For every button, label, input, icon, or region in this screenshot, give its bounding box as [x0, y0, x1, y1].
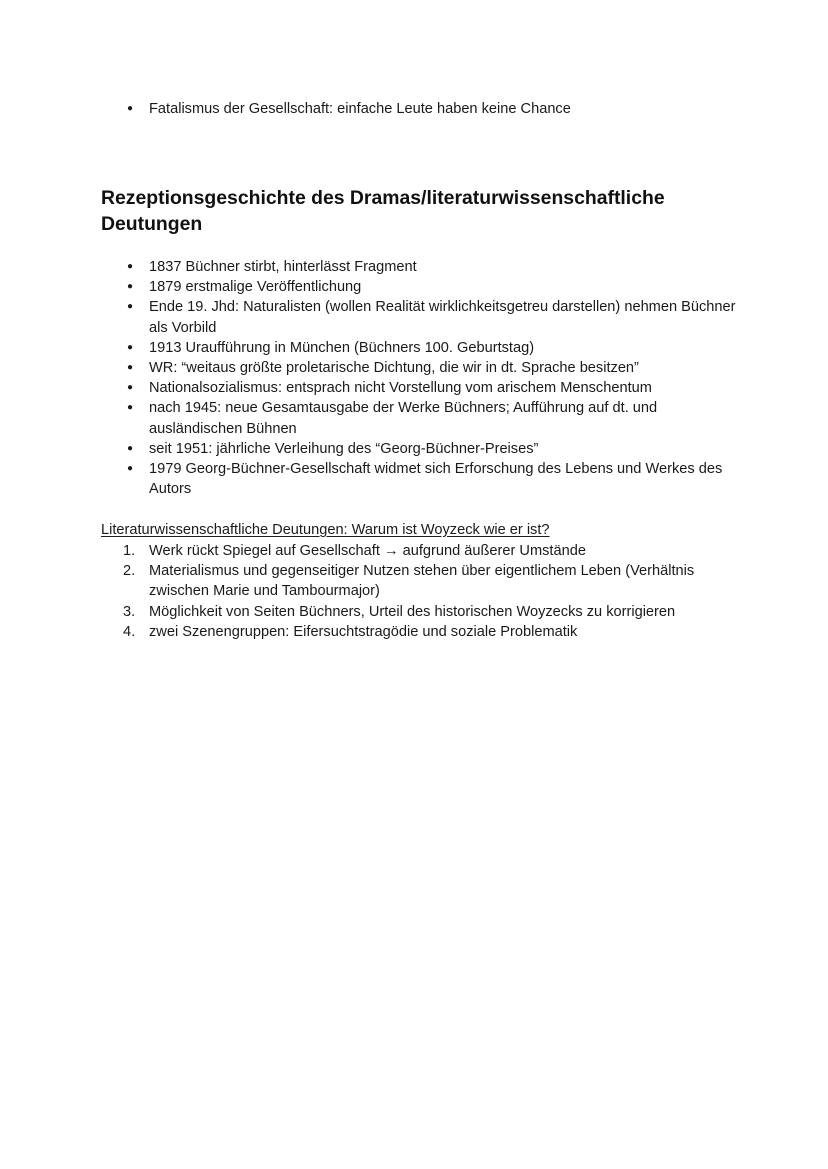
list-number: 2. [123, 563, 136, 580]
list-item-text: Fatalismus der Gesellschaft: einfache Leute haben keine Chance [149, 101, 571, 117]
bullet-icon: ● [127, 281, 134, 293]
bullet-icon: ● [127, 301, 134, 313]
bullet-icon: ● [127, 463, 134, 475]
list-number: 4. [123, 623, 136, 640]
deutungen-heading: Literaturwissenschaftliche Deutungen: Warum ist Woyzeck wie er ist? [101, 522, 550, 538]
bullet-icon: ● [127, 382, 134, 394]
bullet-icon: ● [127, 341, 134, 353]
list-item-text: Werk rückt Spiegel auf Gesellschaft → aufgrund äußerer Umstände [149, 543, 586, 559]
list-item [101, 622, 741, 642]
list-item [101, 439, 741, 459]
list-item [101, 257, 741, 277]
list-item-text: Materialismus und gegenseitiger Nutzen stehen über eigentlichem Leben (Verhältnis zwischen Marie und Tambourmajor) [149, 563, 695, 600]
rezeption-list [101, 257, 741, 499]
list-item [101, 297, 741, 337]
list-item-text: Ende 19. Jhd: Naturalisten (wollen Realität wirklichkeitsgetreu darstellen) nehmen Büchner als Vorbild [149, 299, 736, 336]
list-item [101, 358, 741, 378]
list-item [101, 602, 741, 622]
bullet-icon: ● [127, 103, 134, 114]
list-item-text: 1979 Georg-Büchner-Gesellschaft widmet sich Erforschung des Lebens und Werkes des Autors [149, 461, 723, 498]
deutungen-list [101, 541, 741, 642]
list-number: 3. [123, 603, 136, 620]
list-number: 1. [123, 543, 136, 559]
list-item [101, 99, 741, 119]
list-item-text: zwei Szenengruppen: Eifersuchtstragödie und soziale Problematik [149, 623, 578, 640]
list-item-text: 1837 Büchner stirbt, hinterlässt Fragment [149, 259, 417, 275]
list-item-text: 1913 Uraufführung in München (Büchners 100. Geburtstag) [149, 339, 535, 356]
list-item [101, 459, 741, 499]
list-item [101, 561, 741, 601]
list-item [101, 378, 741, 398]
list-item-text: Nationalsozialismus: entsprach nicht Vorstellung vom arischem Menschentum [149, 380, 652, 397]
list-item [101, 277, 741, 297]
section-heading: Rezeptionsgeschichte des Dramas/literaturwissenschaftliche Deutungen [101, 187, 665, 235]
list-item [101, 398, 741, 438]
bullet-icon: ● [127, 402, 134, 414]
list-item [101, 338, 741, 358]
list-item [101, 541, 741, 561]
bullet-icon: ● [127, 442, 134, 454]
bullet-icon: ● [127, 261, 134, 272]
bullet-icon: ● [127, 362, 134, 374]
top-bullet-list [101, 99, 741, 119]
list-item-text: Möglichkeit von Seiten Büchners, Urteil des historischen Woyzecks zu korrigieren [149, 603, 676, 620]
list-item-text: 1879 erstmalige Veröffentlichung [149, 279, 362, 296]
list-item-text: WR: “weitaus größte proletarische Dichtung, die wir in dt. Sprache besitzen” [149, 360, 639, 377]
list-item-text: seit 1951: jährliche Verleihung des “Georg-Büchner-Preises” [149, 440, 539, 457]
list-item-text: nach 1945: neue Gesamtausgabe der Werke Büchners; Aufführung auf dt. und ausländischen Bühnen [149, 400, 658, 437]
